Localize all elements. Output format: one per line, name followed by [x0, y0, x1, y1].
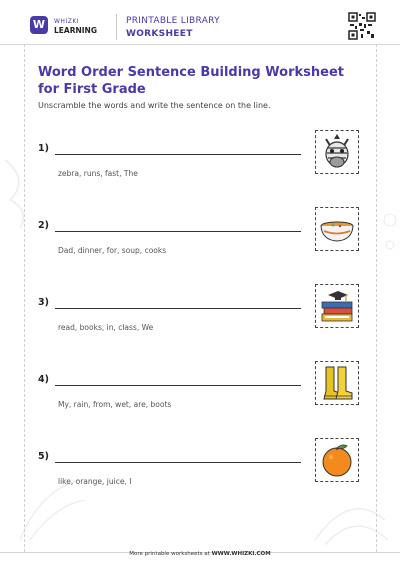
picture-frame [315, 130, 359, 174]
question-number: 5) [38, 451, 49, 462]
answer-line[interactable] [55, 385, 301, 386]
background-doodle-icon [0, 150, 40, 230]
question-item [38, 438, 368, 504]
scrambled-words: like, orange, juice, I [58, 477, 132, 486]
page-border-right [376, 44, 377, 552]
header-divider [116, 14, 117, 40]
zebra-icon [318, 133, 356, 171]
question-item [38, 207, 368, 273]
brand-name-bottom: LEARNING [54, 26, 97, 35]
question-item [38, 130, 368, 196]
answer-line[interactable] [55, 462, 301, 463]
question-number: 1) [38, 143, 49, 154]
picture-frame [315, 361, 359, 405]
answer-line[interactable] [55, 308, 301, 309]
question-item [38, 361, 368, 427]
background-doodle-icon [380, 200, 400, 260]
worksheet-title: Word Order Sentence Building Worksheet for First Grade [38, 65, 344, 97]
footer-text: More printable worksheets at [129, 551, 210, 557]
header [24, 10, 376, 44]
question-number: 3) [38, 297, 49, 308]
whizki-logo-icon: W [30, 16, 48, 34]
scrambled-words: zebra, runs, fast, The [58, 169, 138, 178]
picture-frame [315, 284, 359, 328]
rain-boots-icon [318, 364, 356, 402]
question-item [38, 284, 368, 350]
footer-site-link[interactable]: WWW.WHIZKI.COM [211, 551, 271, 557]
scrambled-words: My, rain, from, wet, are, boots [58, 400, 172, 409]
library-label: PRINTABLE LIBRARY [126, 16, 220, 26]
instructions: Unscramble the words and write the sentence on the line. [38, 101, 271, 110]
answer-line[interactable] [55, 231, 301, 232]
footer [0, 551, 400, 557]
scrambled-words: read, books, in, class, We [58, 323, 154, 332]
soup-bowl-icon [318, 210, 356, 248]
brand-name-top: WHIZKI [54, 18, 80, 25]
books-icon [318, 287, 356, 325]
picture-frame [315, 207, 359, 251]
answer-line[interactable] [55, 154, 301, 155]
qr-code-icon [348, 12, 376, 40]
page-border-left [24, 44, 25, 552]
scrambled-words: Dad, dinner, for, soup, cooks [58, 246, 167, 255]
question-number: 4) [38, 374, 49, 385]
question-number: 2) [38, 220, 49, 231]
worksheet-label: WORKSHEET [126, 29, 193, 39]
orange-icon [318, 441, 356, 479]
picture-frame [315, 438, 359, 482]
header-rule [0, 44, 400, 45]
